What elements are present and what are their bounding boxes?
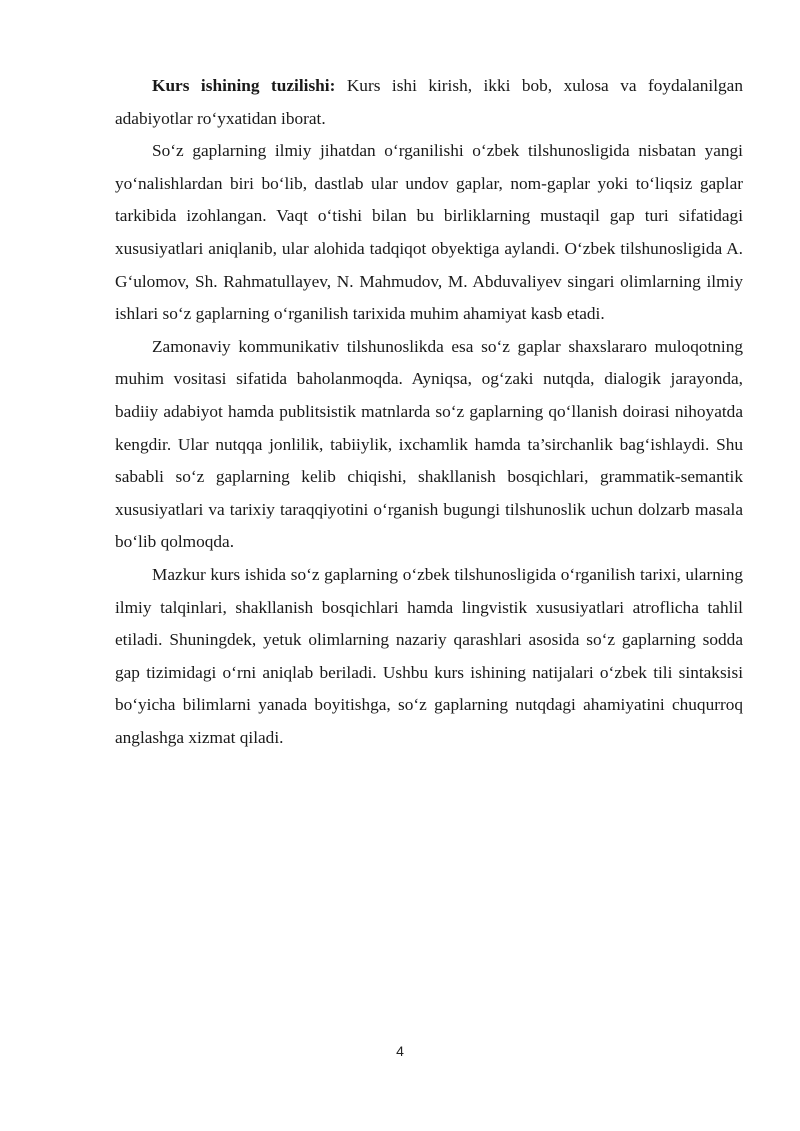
page-number: 4 xyxy=(396,1043,404,1059)
structure-heading: Kurs ishining tuzilishi: xyxy=(152,76,336,95)
body-paragraph-1: So‘z gaplarning ilmiy jihatdan o‘rganilishi o‘zbek tilshunosligida nisbatan yangi yo‘nalishlardan biri bo‘lib, dastlab ular undov gaplar, nom-gaplar yoki to‘liqsiz gaplar tarkibida izohlangan. Vaqt o‘tishi bilan bu birliklarning mustaqil gap turi sifatidagi xususiyatlari aniqlanib, ular alohida tadqiqot obyektiga aylandi. O‘zbek tilshunosligida A. G‘ulomov, Sh. Rahmatullayev, N. Mahmudov, M. Abduvaliyev singari olimlarning ilmiy ishlari so‘z gaplarning o‘rganilish tarixida muhim ahamiyat kasb etadi. xyxy=(115,141,743,324)
document-page xyxy=(115,70,743,754)
body-paragraph-2: Zamonaviy kommunikativ tilshunoslikda esa so‘z gaplar shaxslararo muloqotning muhim vositasi sifatida baholanmoqda. Ayniqsa, og‘zaki nutqda, dialogik jarayonda, badiiy adabiyot hamda publitsistik matnlarda so‘z gaplarning qo‘llanish doirasi nihoyatda kengdir. Ular nutqqa jonlilik, tabiiylik, ixchamlik hamda ta’sirchanlik bag‘ishlaydi. Shu sababli so‘z gaplarning kelib chiqishi, shakllanish bosqichlari, grammatik-semantik xususiyatlari va tarixiy taraqqiyotini o‘rganish bugungi tilshunoslik uchun dolzarb masala bo‘lib qolmoqda. xyxy=(115,336,743,552)
structure-text: Kurs ishi kirish, ikki bob, xulosa va foydalanilgan adabiyotlar ro‘yxatidan iborat. xyxy=(115,76,743,128)
structure-paragraph xyxy=(115,70,743,135)
body-paragraph-3: Mazkur kurs ishida so‘z gaplarning o‘zbek tilshunosligida o‘rganilish tarixi, ularning ilmiy talqinlari, shakllanish bosqichlari hamda lingvistik xususiyatlari atroflicha tahlil etiladi. Shuningdek, yetuk olimlarning nazariy qarashlari asosida so‘z gaplarning sodda gap tizimidagi o‘rni aniqlab beriladi. Ushbu kurs ishining natijalari o‘zbek tili sintaksisi bo‘yicha bilimlarni yanada boyitishga, so‘z gaplarning nutqdagi ahamiyatini chuqurroq anglashga xizmat qiladi. xyxy=(115,564,743,747)
